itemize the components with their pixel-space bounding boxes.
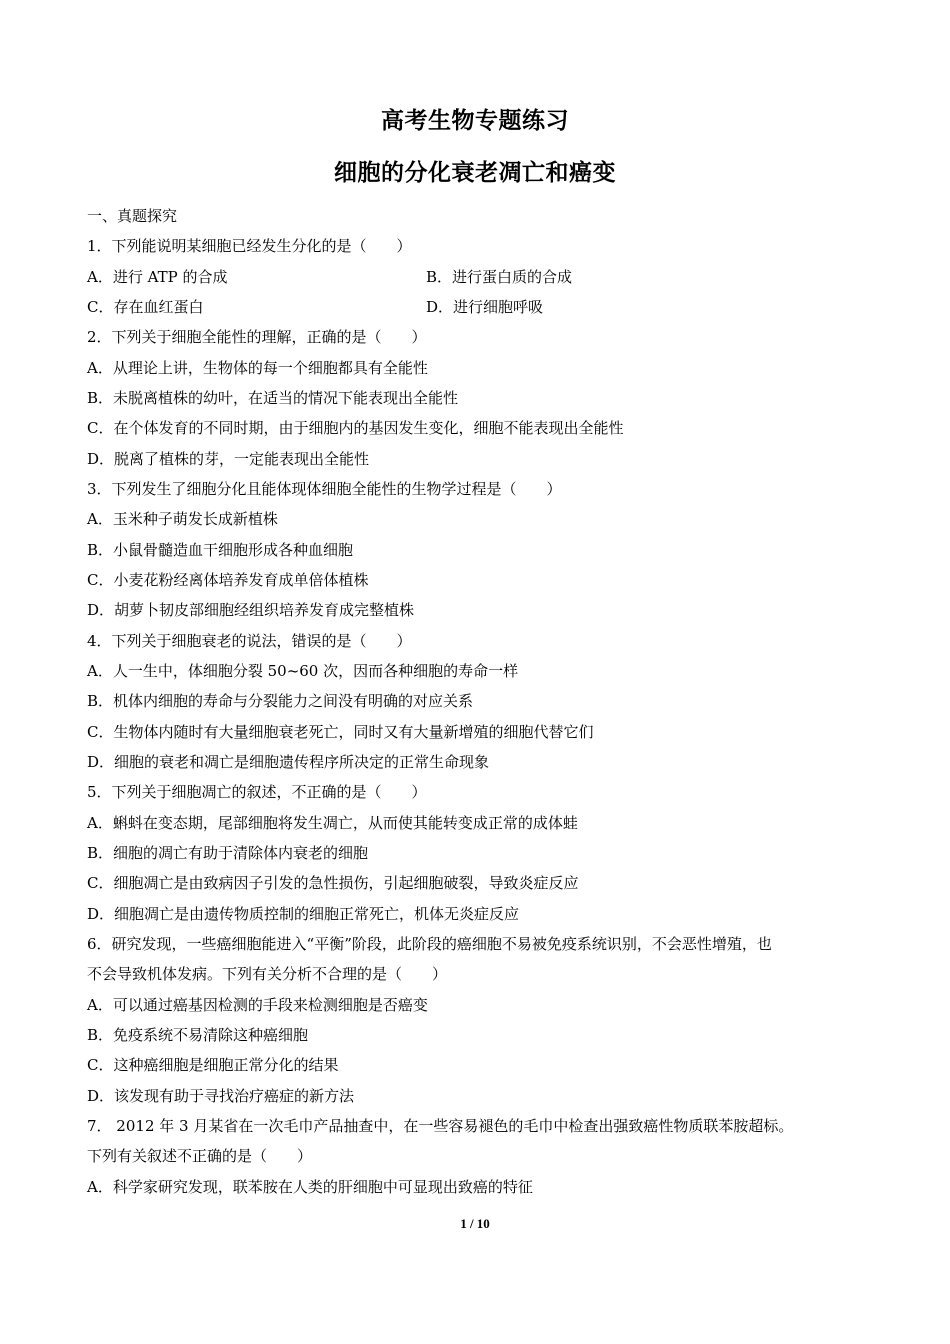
document-subtitle: 细胞的分化衰老凋亡和癌变 <box>334 159 616 186</box>
option-a: A．从理论上讲，生物体的每一个细胞都具有全能性 <box>87 359 428 377</box>
question-stem: 3．下列发生了细胞分化且能体现体细胞全能性的生物学过程是（ ） <box>87 480 562 498</box>
question-stem: 2．下列关于细胞全能性的理解，正确的是（ ） <box>87 328 427 346</box>
option-a: A．可以通过癌基因检测的手段来检测细胞是否癌变 <box>87 996 428 1014</box>
question-stem: 5．下列关于细胞凋亡的叙述，不正确的是（ ） <box>87 783 427 801</box>
option-c: C．小麦花粉经离体培养发育成单倍体植株 <box>87 571 369 589</box>
question-stem-continued: 不会导致机体发病。下列有关分析不合理的是（ ） <box>87 965 448 983</box>
option-d: D．细胞凋亡是由遗传物质控制的细胞正常死亡，机体无炎症反应 <box>87 905 520 923</box>
option-b: B．免疫系统不易清除这种癌细胞 <box>87 1026 309 1044</box>
option-d: D．该发现有助于寻找治疗癌症的新方法 <box>87 1087 355 1105</box>
question-stem: 6．研究发现，一些癌细胞能进入“平衡”阶段，此阶段的癌细胞不易被免疫系统识别，不会恶性增殖，也 <box>87 935 772 953</box>
option-c: C．在个体发育的不同时期，由于细胞内的基因发生变化，细胞不能表现出全能性 <box>87 419 624 437</box>
question-stem: 1．下列能说明某细胞已经发生分化的是（ ） <box>87 237 412 255</box>
option-a: A．玉米种子萌发长成新植株 <box>87 510 278 528</box>
option-d: D．进行细胞呼吸 <box>426 298 544 316</box>
option-d: D．脱离了植株的芽，一定能表现出全能性 <box>87 450 370 468</box>
option-b: B．机体内细胞的寿命与分裂能力之间没有明确的对应关系 <box>87 692 474 710</box>
option-c: C．生物体内随时有大量细胞衰老死亡，同时又有大量新增殖的细胞代替它们 <box>87 723 594 741</box>
question-stem: 7． 2012 年 3 月某省在一次毛巾产品抽查中，在一些容易褪色的毛巾中检查出强致癌性物质联苯胺超标。 <box>87 1117 794 1135</box>
option-a: A．人一生中，体细胞分裂 50~60 次，因而各种细胞的寿命一样 <box>87 662 519 680</box>
option-d: D．细胞的衰老和凋亡是细胞遗传程序所决定的正常生命现象 <box>87 753 490 771</box>
option-c: C．存在血红蛋白 <box>87 298 204 316</box>
section-heading: 一、真题探究 <box>87 207 178 225</box>
question-stem-continued: 下列有关叙述不正确的是（ ） <box>87 1147 313 1165</box>
page-number: 1 / 10 <box>460 1216 490 1231</box>
option-c: C．这种癌细胞是细胞正常分化的结果 <box>87 1056 339 1074</box>
option-a: A．蝌蚪在变态期，尾部细胞将发生凋亡，从而使其能转变成正常的成体蛙 <box>87 814 578 832</box>
question-stem: 4．下列关于细胞衰老的说法，错误的是（ ） <box>87 632 412 650</box>
option-c: C．细胞凋亡是由致病因子引发的急性损伤，引起细胞破裂，导致炎症反应 <box>87 874 579 892</box>
document-title: 高考生物专题练习 <box>381 107 569 134</box>
option-a: A．进行 ATP 的合成 <box>87 268 228 286</box>
option-b: B．细胞的凋亡有助于清除体内衰老的细胞 <box>87 844 369 862</box>
option-b: B．未脱离植株的幼叶，在适当的情况下能表现出全能性 <box>87 389 459 407</box>
option-d: D．胡萝卜韧皮部细胞经组织培养发育成完整植株 <box>87 601 415 619</box>
option-b: B．进行蛋白质的合成 <box>426 268 573 286</box>
option-a: A．科学家研究发现，联苯胺在人类的肝细胞中可显现出致癌的特征 <box>87 1178 533 1196</box>
option-b: B．小鼠骨髓造血干细胞形成各种血细胞 <box>87 541 354 559</box>
